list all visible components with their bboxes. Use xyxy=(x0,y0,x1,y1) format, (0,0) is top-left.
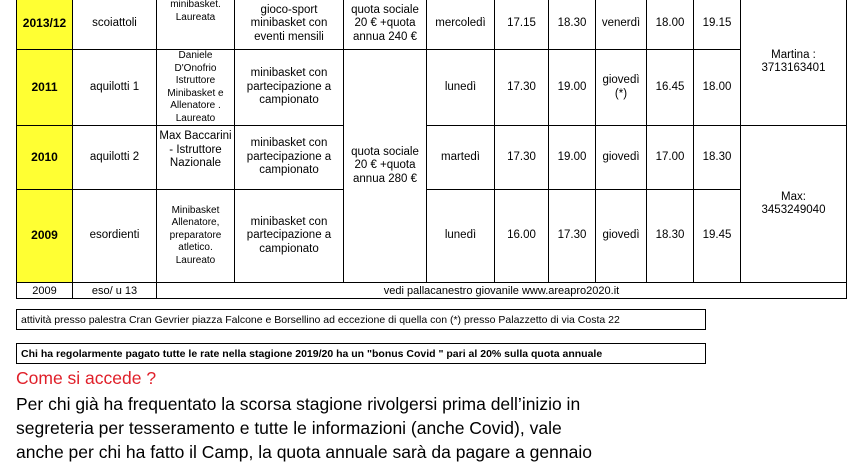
table-row xyxy=(17,50,847,126)
end-time-cell: 18.30 xyxy=(549,0,596,50)
year-cell: 2009 xyxy=(17,190,73,283)
start-time-cell: 18.30 xyxy=(647,190,694,283)
end-time-cell: 19.00 xyxy=(549,50,596,126)
end-time-cell: 19.45 xyxy=(694,190,741,283)
start-time-cell: 16.45 xyxy=(647,50,694,126)
day-cell: giovedì xyxy=(596,126,647,190)
activity-cell: minibasket con partecipazione a campionato xyxy=(235,126,344,190)
table-row xyxy=(17,126,847,190)
info-cell: vedi pallacanestro giovanile www.areapro2020.it xyxy=(157,283,847,299)
bonus-note: Chi ha regolarmente pagato tutte le rate nella stagione 2019/20 ha un "bonus Covid " pari al 20% sulla quota annuale xyxy=(16,343,706,364)
year-cell: 2009 xyxy=(17,283,73,299)
year-cell: 2013/12 xyxy=(17,0,73,50)
end-time-cell: 18.30 xyxy=(694,126,741,190)
start-time-cell: 18.00 xyxy=(647,0,694,50)
day-cell: lunedì xyxy=(427,190,495,283)
year-cell: 2011 xyxy=(17,50,73,126)
end-time-cell: 19.00 xyxy=(549,126,596,190)
paragraph-line: segreteria per tesseramento e tutte le informazioni (anche Covid), vale xyxy=(16,418,562,438)
table-row xyxy=(17,190,847,283)
start-time-cell: 17.00 xyxy=(647,126,694,190)
fee-cell: quota sociale 20 € +quota annua 240 € xyxy=(344,0,427,50)
instructor-cell: Minibasket Allenatore, preparatore atletico. Laureato xyxy=(157,190,235,283)
instructor-cell: Max Baccarini - Istruttore Nazionale xyxy=(157,126,235,190)
day-cell: lunedì xyxy=(427,50,495,126)
end-time-cell: 19.15 xyxy=(694,0,741,50)
instructor-cell: Daniele D'Onofrio Istruttore Minibasket e Allenatore . Laureato xyxy=(157,50,235,126)
contact-cell: Max: 3453249040 xyxy=(741,126,847,283)
day-cell: martedì xyxy=(427,126,495,190)
activity-cell: minibasket con partecipazione a campionato xyxy=(235,190,344,283)
category-cell: scoiattoli xyxy=(73,0,157,50)
activity-cell: minibasket con partecipazione a campionato xyxy=(235,50,344,126)
table-row xyxy=(17,0,847,50)
section-heading: Come si accede ? xyxy=(16,368,157,388)
category-cell: esordienti xyxy=(73,190,157,283)
year-cell: 2010 xyxy=(17,126,73,190)
table-row xyxy=(17,283,847,299)
start-time-cell: 17.30 xyxy=(495,50,549,126)
venue-note: attività presso palestra Cran Gevrier piazza Falcone e Borsellino ad eccezione di quella con (*) presso Palazzetto di via Costa 22 xyxy=(16,309,706,330)
day-cell: giovedì xyxy=(596,190,647,283)
end-time-cell: 17.30 xyxy=(549,190,596,283)
contact-cell: Martina : 3713163401 xyxy=(741,0,847,126)
end-time-cell: 18.00 xyxy=(694,50,741,126)
activity-cell: gioco-sport minibasket con eventi mensili xyxy=(235,0,344,50)
start-time-cell: 16.00 xyxy=(495,190,549,283)
category-cell: aquilotti 1 xyxy=(73,50,157,126)
paragraph-line: Per chi già ha frequentato la scorsa stagione rivolgersi prima dell’inizio in xyxy=(16,394,581,414)
category-cell: eso/ u 13 xyxy=(73,283,157,299)
fee-cell: quota sociale 20 € +quota annua 280 € xyxy=(344,50,427,283)
instructor-cell: minibasket. Laureata xyxy=(157,0,235,50)
schedule-table xyxy=(16,0,847,299)
start-time-cell: 17.30 xyxy=(495,126,549,190)
start-time-cell: 17.15 xyxy=(495,0,549,50)
paragraph-line: anche per chi ha fatto il Camp, la quota annuale sarà da pagare a gennaio xyxy=(16,442,592,462)
day-cell: giovedì (*) xyxy=(596,50,647,126)
paragraph xyxy=(16,392,796,464)
category-cell: aquilotti 2 xyxy=(73,126,157,190)
day-cell: mercoledì xyxy=(427,0,495,50)
day-cell: venerdì xyxy=(596,0,647,50)
